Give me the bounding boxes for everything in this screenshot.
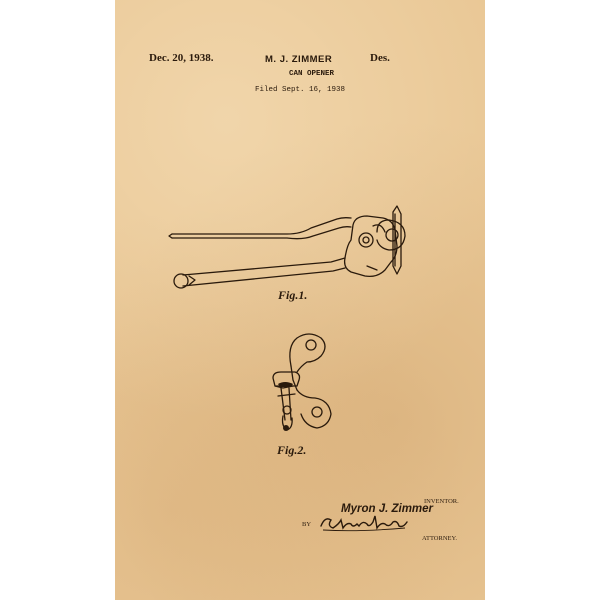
fig2-butterfly-key bbox=[290, 334, 331, 428]
attorney-signature bbox=[319, 512, 409, 534]
fig2-label: Fig.2. bbox=[277, 443, 307, 457]
patent-title: CAN OPENER bbox=[289, 70, 335, 78]
design-label: Des. bbox=[370, 52, 390, 64]
patent-sheet bbox=[115, 0, 485, 600]
filed-date: Filed Sept. 16, 1938 bbox=[255, 86, 346, 94]
fig1-label: Fig.1. bbox=[278, 288, 308, 302]
by-label: BY bbox=[302, 521, 312, 528]
inventor-signature: Myron J. Zimmer bbox=[341, 503, 434, 515]
patent-date: Dec. 20, 1938. bbox=[149, 52, 214, 64]
inventor-name-header: M. J. ZIMMER bbox=[265, 54, 333, 65]
fig2-shank bbox=[273, 372, 300, 430]
fig1-upper-handle bbox=[169, 218, 351, 239]
attorney-caption: ATTORNEY. bbox=[422, 535, 457, 542]
fig1-cutting-head bbox=[345, 206, 405, 276]
inventor-caption: INVENTOR. bbox=[424, 498, 459, 505]
fig1-lower-handle bbox=[174, 258, 345, 288]
